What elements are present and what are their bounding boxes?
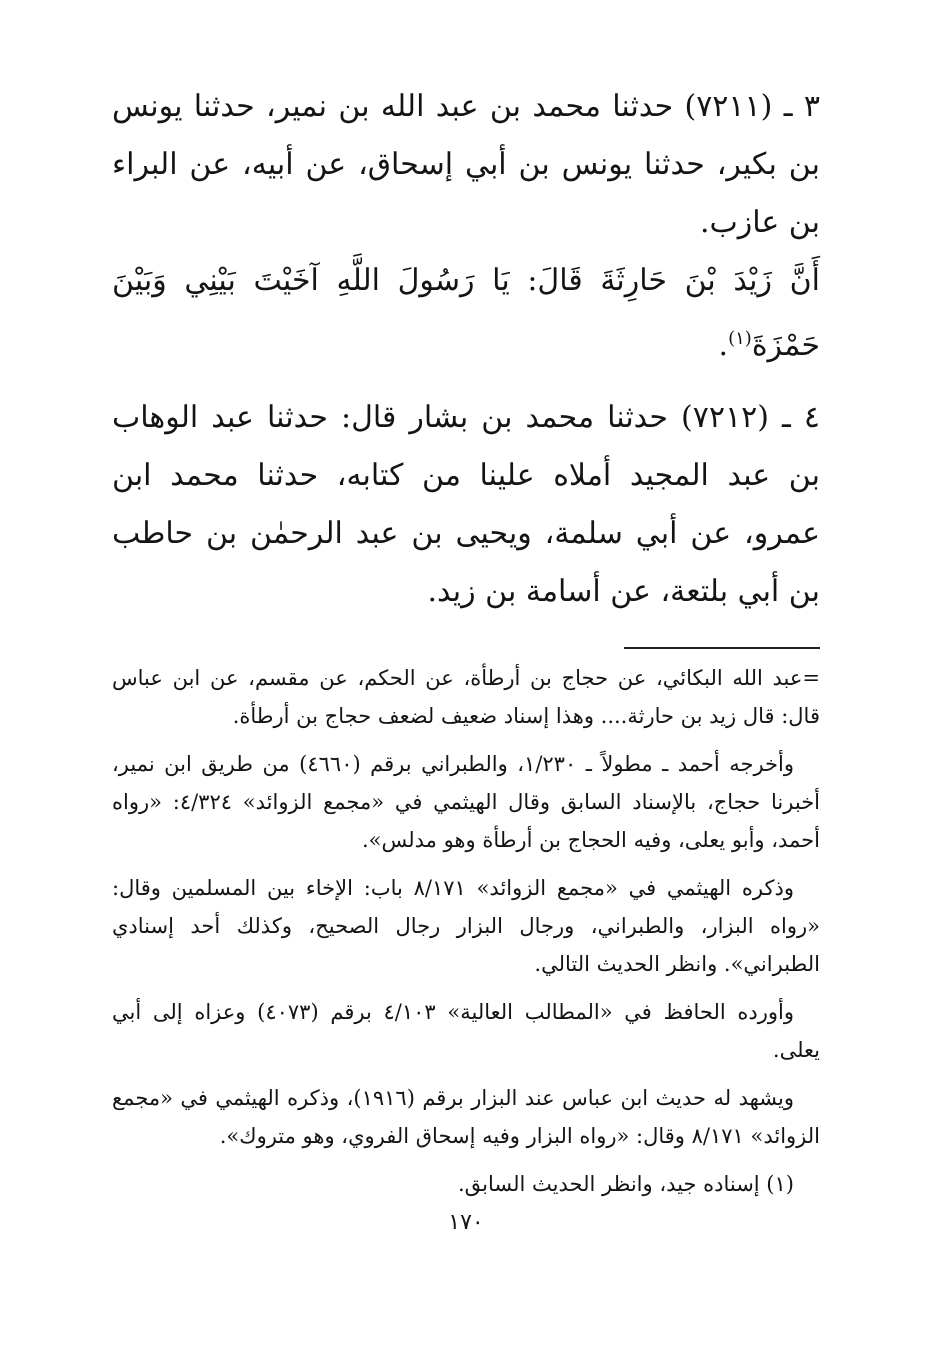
main-text — [112, 78, 820, 621]
footnote-ref: (١) — [728, 328, 752, 349]
footnote-divider — [624, 647, 820, 649]
footnote-paragraph: وأخرجه أحمد ـ مطولاً ـ ١/٢٣٠، والطبراني برقم (٤٦٦٠) من طريق ابن نمير، أخبرنا حجاج، بالإسناد السابق وقال الهيثمي في «مجمع الزوائد» ٤/٣٢٤: «رواه أحمد، وأبو يعلى، وفيه الحجاج بن أرطأة وهو مدلس». — [112, 752, 821, 852]
footnote-paragraph: ويشهد له حديث ابن عباس عند البزار برقم (١٩١٦)، وذكره الهيثمي في «مجمع الزوائد» ٨/١٧١ وقال: «رواه البزار وفيه إسحاق الفروي، وهو متروك». — [112, 1086, 820, 1148]
footnote-1: (١) إسناده جيد، وانظر الحديث السابق. — [457, 1172, 794, 1196]
hadith-3-isnad: ٣ ـ (٧٢١١) حدثنا محمد بن عبد الله بن نمير، حدثنا يونس بن بكير، حدثنا يونس بن أبي إسحاق، عن أبيه، عن البراء بن عازب. — [112, 89, 820, 240]
hadith-3-matn-end: . — [718, 328, 729, 363]
hadith-4-isnad: ٤ ـ (٧٢١٢) حدثنا محمد بن بشار قال: حدثنا عبد الوهاب بن عبد المجيد أملاه علينا من كتابه، حدثنا محمد ابن عمرو، عن أبي سلمة، ويحيى بن عبد الرحمٰن بن حاطب بن أبي بلتعة، عن أسامة بن زيد. — [112, 400, 820, 609]
page-number: ١٧٠ — [448, 1210, 484, 1235]
footnotes — [112, 659, 820, 1203]
footnote-continuation: =عبد الله البكائي، عن حجاج بن أرطأة، عن الحكم، عن مقسم، عن ابن عباس قال: قال زيد بن حارثة.... وهذا إسناد ضعيف لضعف حجاج بن أرطأة. — [112, 666, 820, 728]
hadith-3-matn — [112, 252, 820, 375]
hadith-3-matn-text: أَنَّ زَيْدَ بْنَ حَارِثَةَ قَالَ: يَا رَسُولَ اللَّهِ آخَيْتَ بَيْنِي وَبَيْنَ حَمْزَةَ — [112, 263, 820, 363]
footnote-paragraph: وأورده الحافظ في «المطالب العالية» ٤/١٠٣ برقم (٤٠٧٣) وعزاه إلى أبي يعلى. — [112, 1000, 820, 1062]
footnote-paragraph: وذكره الهيثمي في «مجمع الزوائد» ٨/١٧١ باب: الإخاء بين المسلمين وقال: «رواه البزار، والطبراني، ورجال البزار رجال الصحيح، وكذلك أحد إسنادي الطبراني». وانظر الحديث التالي. — [112, 876, 820, 976]
book-page — [112, 78, 820, 1338]
